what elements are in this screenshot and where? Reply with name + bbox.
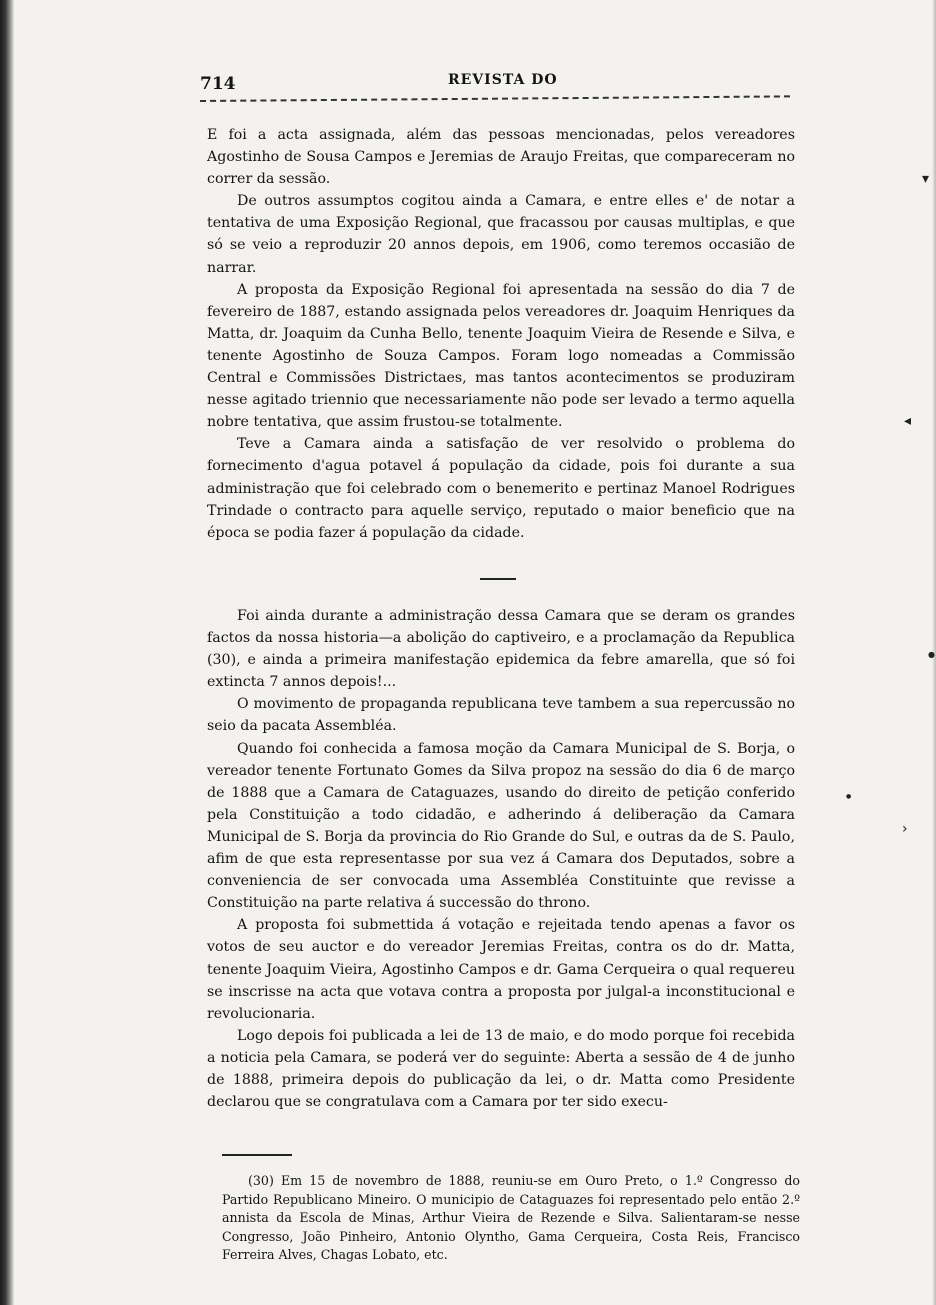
page-binding-shadow [0, 0, 14, 1305]
header-rule [200, 95, 790, 102]
paragraph: Logo depois foi publicada a lei de 13 de maio, e do modo porque foi recebida a noticia pela Camara, se poderá ver do seguinte: Aberta a sessão de 4 de junho de 1888, primeira depois do publicação da lei, o dr. Matta como Presidente declarou que se congratulava com a Camara por ter sido execu- [207, 1027, 795, 1111]
footnote-divider [222, 1154, 292, 1156]
paragraph: E foi a acta assignada, além das pessoas mencionadas, pelos vereadores Agostinho de Sousa Campos e Jeremias de Araujo Freitas, que compareceram no correr da sessão. [207, 127, 795, 188]
scan-speck: ◂ [904, 413, 912, 429]
page-number: 714 [200, 74, 236, 94]
section-divider [480, 578, 516, 580]
body-text-middle [207, 605, 795, 1113]
scan-speck: ● [928, 650, 935, 659]
page-header [200, 66, 790, 102]
paragraph: Foi ainda durante a administração dessa Camara que se deram os grandes factos da nossa historia—a abolição do captiveiro, e a proclamação da Republica (30), e ainda a primeira manifestação epidemica da febre amarella, que só foi extincta 7 annos depois!... [207, 608, 795, 691]
scan-speck: ● [846, 793, 852, 800]
scan-speck: › [902, 821, 908, 837]
footnote-text: (30) Em 15 de novembro de 1888, reuniu-se em Ouro Preto, o 1.º Congresso do Partido Republicano Mineiro. O municipio de Cataguazes foi representado pelo então 2.º annista da Escola de Minas, Arthur Vieira de Rezende e Silva. Salientaram-se nesse Congresso, João Pinheiro, Antonio Olyntho, Gama Cerqueira, Costa Reis, Francisco Ferreira Alves, Chagas Lobato, etc. [222, 1173, 800, 1262]
paragraph: Quando foi conhecida a famosa moção da Camara Municipal de S. Borja, o vereador tenente Fortunato Gomes da Silva propoz na sessão do dia 6 de março de 1888 que a Camara de Cataguazes, usando do direito de petição conferido pela Constituição a todo cidadão, e adherindo á deliberação da Camara Municipal de S. Borja da provincia do Rio Grande do Sul, e outras da de S. Paulo, afim de que esta representasse por sua vez á Camara dos Deputados, sobre a conveniencia de ser convocada uma Assembléa Constituinte que revisse a Constituição na parte relativa á successão do throno. [207, 740, 795, 912]
footnote [222, 1172, 800, 1265]
paragraph: Teve a Camara ainda a satisfação de ver resolvido o problema do fornecimento d'agua potavel á população da cidade, pois foi durante a sua administração que foi celebrado com o benemerito e pertinaz Manoel Rodrigues Trindade o contracto para aquelle serviço, reputado o maior beneficio que na época se podia fazer á população da cidade. [207, 436, 795, 541]
paragraph: A proposta da Exposição Regional foi apresentada na sessão do dia 7 de fevereiro de 1887, estando assignada pelos vereadores dr. Joaquim Henriques da Matta, dr. Joaquim da Cunha Bello, tenente Joaquim Vieira de Resende e Silva, e tenente Agostinho de Souza Campos. Foram logo nomeadas a Commissão Central e Commissões Districtaes, mas tantos acontecimentos se produziram nesse agitado triennio que necessariamente não pode ser levado a termo aquella nobre tentativa, que assim frustou-se totalmente. [207, 281, 795, 431]
scan-speck: ▾ [922, 171, 930, 187]
body-text-top [207, 124, 795, 544]
paragraph: De outros assumptos cogitou ainda a Camara, e entre elles e' de notar a tentativa de uma Exposição Regional, que fracassou por causas multiplas, e que só se veio a reproduzir 20 annos depois, em 1906, como teremos occasião de narrar. [207, 193, 795, 276]
paragraph: A proposta foi submettida á votação e rejeitada tendo apenas a favor os votos de seu auctor e do vereador Jeremias Freitas, contra os do dr. Matta, tenente Joaquim Vieira, Agostinho Campos e dr. Gama Cerqueira o qual requereu se inscrisse na acta que votava contra a proposta por julgal-a inconstitucional e revolucionaria. [207, 917, 795, 1022]
running-title: REVISTA DO [448, 72, 558, 88]
paragraph: O movimento de propaganda republicana teve tambem a sua repercussão no seio da pacata Assembléa. [207, 696, 795, 735]
